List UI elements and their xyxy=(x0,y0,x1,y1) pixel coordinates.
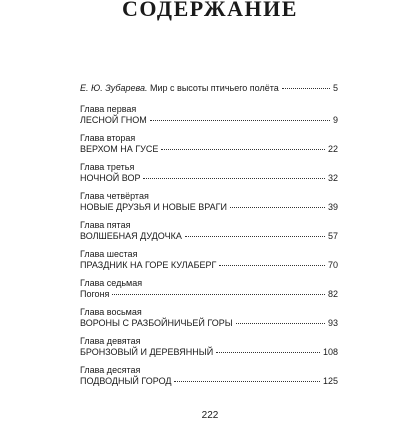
chapter-title: ВЕРХОМ НА ГУСЕ xyxy=(80,144,159,154)
chapter-page-number: 125 xyxy=(322,376,338,386)
dot-leader xyxy=(236,323,325,324)
toc-entry[interactable] xyxy=(80,307,338,329)
toc-entry[interactable] xyxy=(80,191,338,213)
page-number: 222 xyxy=(201,410,219,421)
chapter-page-number: 9 xyxy=(332,115,338,125)
chapter-line xyxy=(80,260,338,271)
chapter-line xyxy=(80,289,338,300)
intro-page-number: 5 xyxy=(332,83,338,93)
chapter-number: Глава девятая xyxy=(80,336,141,346)
intro-title-group xyxy=(80,83,279,94)
chapter-number: Глава пятая xyxy=(80,220,131,230)
chapter-page-number: 82 xyxy=(327,289,338,299)
chapter-number: Глава шестая xyxy=(80,249,138,259)
dot-leader xyxy=(219,265,325,266)
toc-entry[interactable] xyxy=(80,249,338,271)
chapter-page-number: 39 xyxy=(327,202,338,212)
chapter-page-number: 93 xyxy=(327,318,338,328)
chapter-line xyxy=(80,115,338,126)
chapter-title: Погоня xyxy=(80,289,110,299)
chapter-number: Глава седьмая xyxy=(80,278,143,288)
chapter-number: Глава четвёртая xyxy=(80,191,149,201)
chapter-number: Глава восьмая xyxy=(80,307,142,317)
chapter-line xyxy=(80,231,338,242)
chapter-number: Глава первая xyxy=(80,104,137,114)
chapter-line xyxy=(80,202,338,213)
page-title: СОДЕРЖАНИЕ xyxy=(122,0,298,21)
chapter-title: ВОЛШЕБНАЯ ДУДОЧКА xyxy=(80,231,182,241)
toc-entry[interactable] xyxy=(80,133,338,155)
toc-entry[interactable] xyxy=(80,365,338,387)
chapter-line xyxy=(80,376,338,387)
toc-intro-line xyxy=(80,83,338,94)
chapter-line xyxy=(80,144,338,155)
toc-entry[interactable] xyxy=(80,220,338,242)
intro-title: Мир с высоты птичьего полёта xyxy=(150,83,279,93)
chapter-page-number: 108 xyxy=(322,347,338,357)
dot-leader xyxy=(282,88,330,89)
chapter-title: НОВЫЕ ДРУЗЬЯ И НОВЫЕ ВРАГИ xyxy=(80,202,228,212)
chapter-page-number: 57 xyxy=(327,231,338,241)
toc-entry[interactable] xyxy=(80,336,338,358)
dot-leader xyxy=(230,207,325,208)
toc-entry[interactable] xyxy=(80,104,338,126)
chapter-page-number: 32 xyxy=(327,173,338,183)
chapter-line xyxy=(80,347,338,358)
dot-leader xyxy=(161,149,325,150)
chapter-title: НОЧНОЙ ВОР xyxy=(80,173,141,183)
dot-leader xyxy=(216,352,320,353)
intro-author: Е. Ю. Зубарева. xyxy=(80,83,148,93)
dot-leader xyxy=(112,294,325,295)
toc-entry[interactable] xyxy=(80,162,338,184)
dot-leader xyxy=(143,178,325,179)
table-of-contents xyxy=(80,83,338,387)
chapter-title: БРОНЗОВЫЙ И ДЕРЕВЯННЫЙ xyxy=(80,347,214,357)
chapter-number: Глава третья xyxy=(80,162,135,172)
chapter-title: ВОРОНЫ С РАЗБОЙНИЧЬЕЙ ГОРЫ xyxy=(80,318,233,328)
dot-leader xyxy=(150,120,330,121)
toc-intro-entry[interactable] xyxy=(80,83,338,94)
dot-leader xyxy=(174,381,319,382)
chapter-page-number: 22 xyxy=(327,144,338,154)
chapter-line xyxy=(80,318,338,329)
chapter-title: ПРАЗДНИК НА ГОРЕ КУЛАБЕРГ xyxy=(80,260,217,270)
chapter-title: ЛЕСНОЙ ГНОМ xyxy=(80,115,147,125)
chapter-line xyxy=(80,173,338,184)
chapter-page-number: 70 xyxy=(327,260,338,270)
dot-leader xyxy=(185,236,325,237)
chapter-number: Глава вторая xyxy=(80,133,136,143)
chapter-number: Глава десятая xyxy=(80,365,141,375)
toc-entry[interactable] xyxy=(80,278,338,300)
chapter-title: ПОДВОДНЫЙ ГОРОД xyxy=(80,376,172,386)
